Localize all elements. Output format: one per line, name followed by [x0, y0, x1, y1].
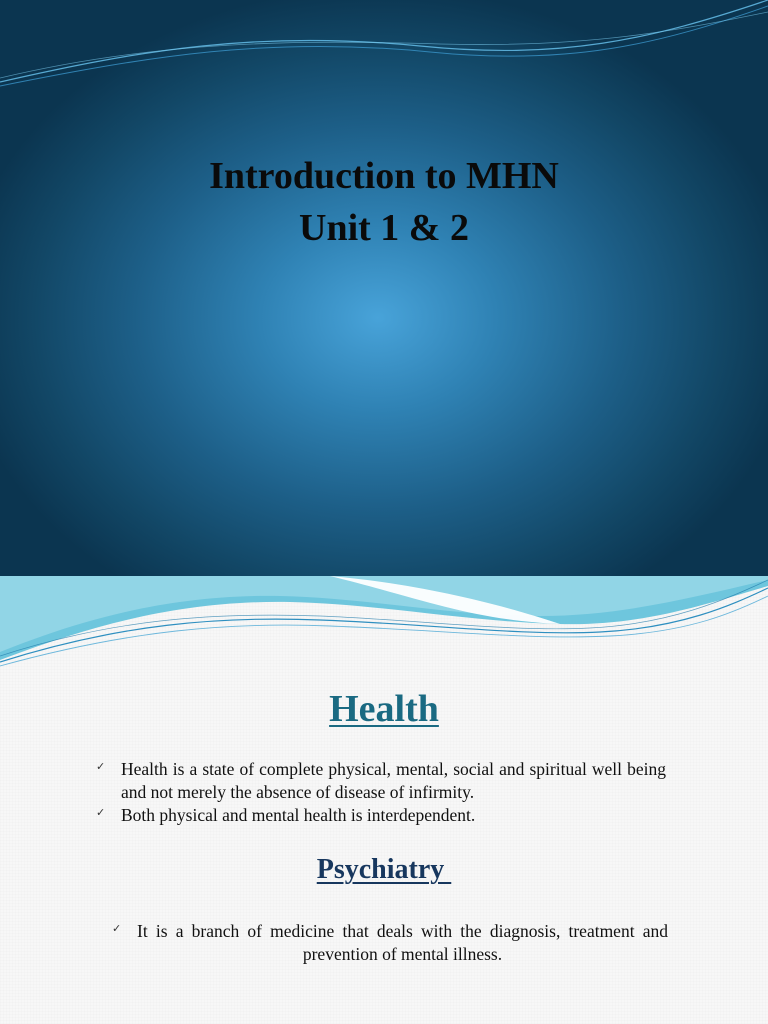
health-slide: [0, 576, 768, 1024]
health-heading: Health: [329, 688, 439, 730]
list-item: [112, 920, 668, 966]
bullet-text: Health is a state of complete physical, mental, social and spiritual well being and not merely the absence of disease of infirmity.: [121, 759, 666, 802]
health-bullet-list: [96, 758, 666, 827]
check-mark-icon: ✓: [96, 806, 106, 819]
check-mark-icon: ✓: [112, 922, 122, 935]
list-item: [96, 758, 666, 804]
psychiatry-heading-text: Psychiatry: [316, 854, 452, 885]
title-line-1: Introduction to MHN: [209, 155, 559, 197]
psychiatry-heading: [0, 852, 768, 888]
check-mark-icon: ✓: [96, 760, 106, 773]
title-line-2: Unit 1 & 2: [299, 207, 469, 249]
bullet-text: It is a branch of medicine that deals with the diagnosis, treatment and prevention of mental illness.: [137, 921, 668, 964]
bullet-text: Both physical and mental health is interdependent.: [121, 805, 476, 825]
decorative-wave-lines: [0, 0, 768, 120]
slide-title: [0, 150, 768, 254]
psychiatry-bullet-list: [112, 920, 668, 966]
list-item: [96, 804, 666, 827]
decorative-wave-banner: [0, 576, 768, 671]
